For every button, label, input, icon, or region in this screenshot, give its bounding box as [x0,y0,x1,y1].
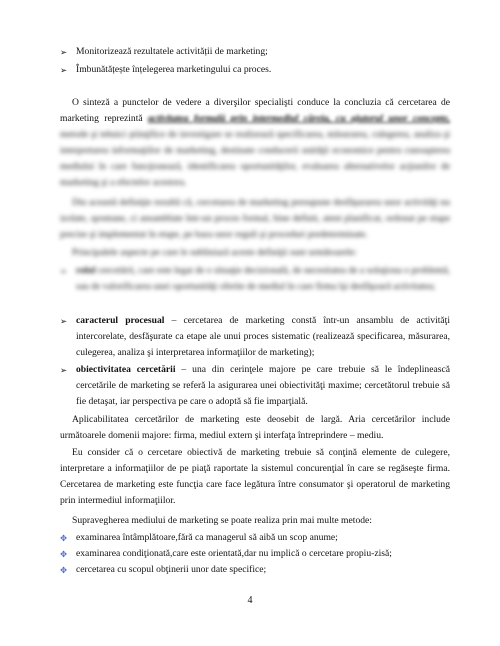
process-paragraph: Din această definiţie rezultă că, cercetarea de marketing presupune desfăşurarea unor activităţi nu izolate, spontane, ci ansamblate într-un proces formal, bine definit, atent planificat, ordonat pe etape precise şi implementat în etape, pe baza unor reguli şi proceduri predeterminate. [60,197,450,240]
list-item-text: Monitorizează rezultatele activității de marketing; [76,46,268,57]
list-item [60,44,450,60]
methods-list [60,530,450,578]
applicability-paragraph: Aplicabilitatea cercetărilor de marketing este deosebit de largă. Aria cercetărilor include următoarele domenii majore: firma, mediul extern şi interfaţa întreprindere – mediu. [60,414,450,441]
arrow-bullet-icon: ➢ [60,47,68,57]
list-item [60,263,450,295]
list-item [60,530,450,546]
bullet-label: caracterul procesual [76,315,165,326]
bullet-text: cercetării, care este legat de o situaţie decizională, de necesitatea de a soluţiona o problemă, sau de valorificarea unei oportunităţi oferite de mediul în care firma îşi desfăşoară activitatea; [76,265,450,292]
arrow-bullet-icon: ➢ [60,316,68,326]
paragraph-aspects [60,245,450,261]
paragraph-definition [60,95,450,191]
bullet-caracter [60,313,450,361]
definition-rest: metode şi tehnici ştiinţifice de investigare se realizează specificarea, măsurarea, culegerea, analiza şi interpretarea informaţiilor de marketing, destinate conducerii unităţii economice pentru cunoaşterea mediului în care funcţionează, identificarea oportunităţilor, evaluarea alternativelor acţiunilor de marketing şi a efectelor acestora. [60,129,450,188]
bullet-text: – una din cerinţele majore pe care trebuie să le îndeplinească cercetările de marketing se referă la asigurarea unei obiectivităţi maxime; cercetătorul trebuie să fie detaşat, iar perspectiva pe care o adoptă să fie imparţială. [76,364,450,407]
list-item-text: cercetarea cu scopul obţinerii unor date specifice; [76,564,267,575]
arrow-bullet-icon: ➢ [60,365,68,375]
list-item-text: Îmbunătățește înțelegerea marketingului ca proces. [76,64,272,75]
bullet-rol [60,263,450,295]
paragraph-process [60,195,450,243]
arrow-bullet-icon: ➢ [60,65,68,75]
list-item [60,546,450,562]
paragraph-aplicabilitate [60,412,450,444]
paragraph-opinion [60,445,450,509]
flower-bullet-icon: ✥ [60,533,68,543]
list-item-text: examinarea întâmplătoare,fără ca managerul să aibă un scop anume; [76,532,338,543]
bullet-obiectivitate [60,362,450,410]
flower-bullet-icon: ✥ [60,549,68,559]
definition-emphasis: activitatea formală prin intermediul căreia, cu ajutorul unor concepte, [147,113,450,124]
aspects-paragraph: Principalele aspecte pe care le subliniază aceste definiţii sunt următoarele: [72,247,357,258]
bullet-text: – cercetarea de marketing constă într-un ansamblu de activităţi intercorelate, desfăşurate ca etape ale unui proces sistematic (realizează specificarea, măsurarea, culegerea, analiza şi interpretarea informaţiilor de marketing); [76,315,450,358]
page-number: 4 [247,595,253,606]
opinion-paragraph: Eu consider că o cercetare obiectivă de marketing trebuie să conţină elemente de culegere, interpretare a informaţiilor de pe piaţă raportate la sistemul concurenţial în care se regăseşte firma. Cercetarea de marketing este funcţia care face legătura între consumator şi operatorul de marketing prin intermediul informaţiilor. [60,447,450,506]
paragraph-methods-intro [60,513,450,529]
list-item [60,562,450,578]
list-item [60,313,450,361]
list-item [60,62,450,78]
bullet-label: rolul [76,265,96,276]
definition-lead: O sinteză a punctelor de vedere a diverşilor specialişti conduce la concluzia că cercetarea de marketing reprezintă [60,97,450,124]
definition-paragraph [60,95,450,191]
list-item [60,362,450,410]
list-item-text: examinarea condiţionată,care este orientată,dar nu implică o cercetare propiu-zisă; [76,548,392,559]
methods-intro-paragraph: Supravegherea mediului de marketing se poate realiza prin mai multe metode: [72,515,372,526]
bullet-label: obiectivitatea cercetării [76,364,176,375]
top-bullet-list [60,44,450,78]
flower-bullet-icon: ✥ [60,565,68,575]
arrow-bullet-icon: ➢ [60,266,68,276]
